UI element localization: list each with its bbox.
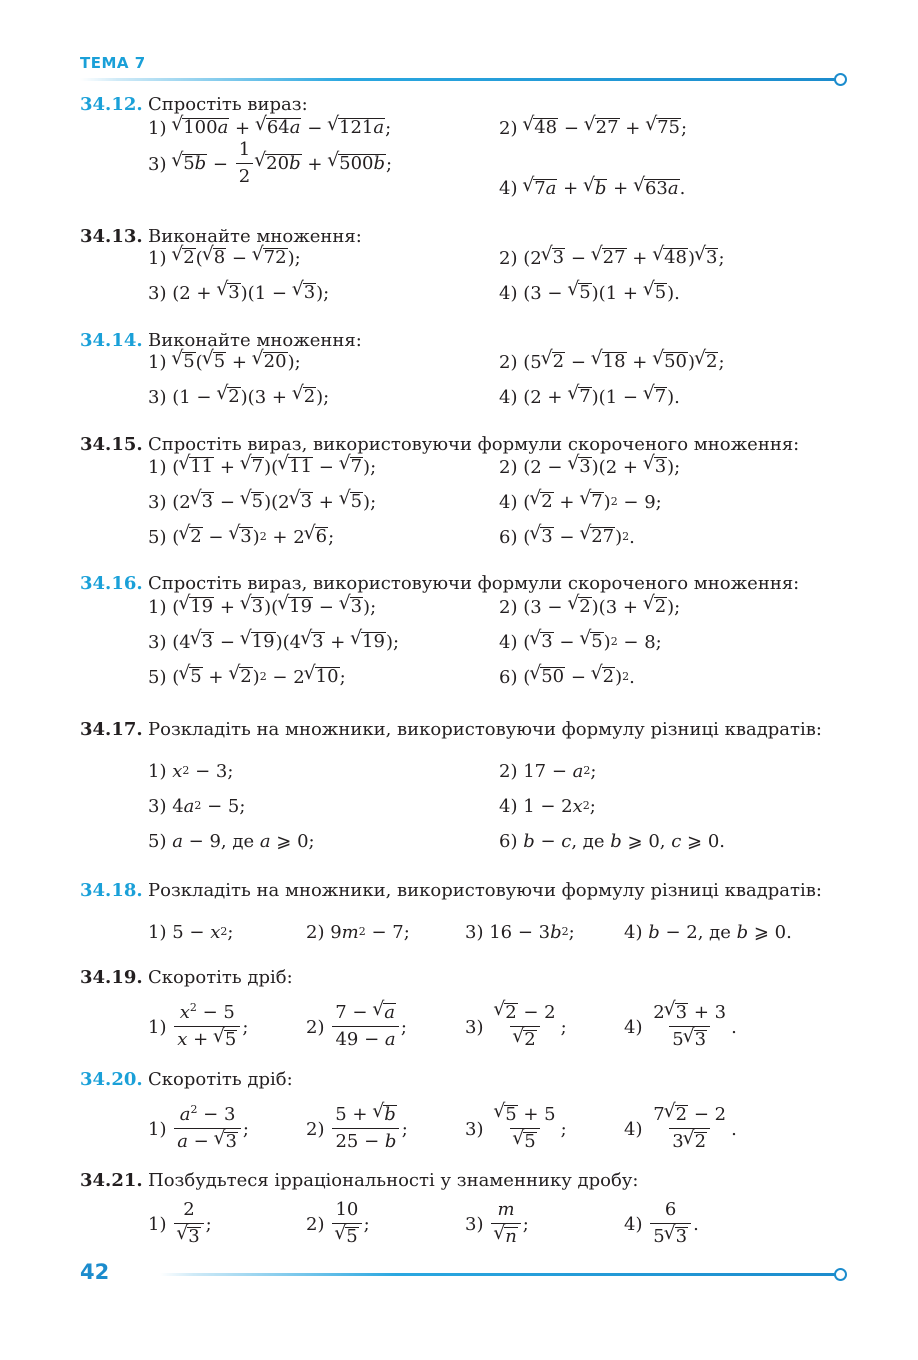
exercise-number: 34.19. bbox=[80, 967, 143, 988]
item: 3) (1 − √ 2 )(3 + √ 2 ); bbox=[148, 387, 329, 408]
exercise-number: 34.15. bbox=[80, 434, 143, 455]
item: 4) ( √ 2 + √ 7 ) 2 − 9; bbox=[499, 492, 662, 513]
item: 2) $\frac{5 + √ b}{25 - b}$ ; bbox=[306, 1105, 408, 1152]
item: 6) ( √ 3 − √ 27 ) 2 . bbox=[499, 527, 635, 548]
item: 5) ( √ 2 − √ 3 ) 2 + 2 √ 6 ; bbox=[148, 527, 334, 548]
exercise-number: 34.12. bbox=[80, 94, 143, 115]
exercise-34-20 bbox=[80, 1069, 845, 1152]
exercise-text: Виконайте множення: bbox=[148, 330, 362, 351]
item: 3) (2 + √ 3 )(1 − √ 3 ); bbox=[148, 283, 329, 304]
item: 3) 4 a 2 − 5; bbox=[148, 795, 246, 817]
exercise-text: Виконайте множення: bbox=[148, 226, 362, 247]
item: 1) √ 100a + √ 64a − √ 121a ; bbox=[148, 118, 391, 139]
item: 2) 10 √ 5 ; bbox=[306, 1200, 370, 1247]
item: 1) $\frac{x^2 - 5}{x + √ 5}$ ; bbox=[148, 1003, 248, 1050]
item: 3) (2 √ 3 − √ 5 )(2 √ 3 + √ 5 ); bbox=[148, 492, 376, 513]
item: 4) (2 + √ 7 )(1 − √ 7 ). bbox=[499, 387, 680, 408]
bottom-rule bbox=[160, 1273, 835, 1276]
item: 4) $\frac{7√ 2 - 2}{3√ 2}$ . bbox=[624, 1105, 737, 1152]
exercise-34-18 bbox=[80, 880, 845, 943]
exercise-number: 34.20. bbox=[80, 1069, 143, 1090]
exercise-text: Спростіть вираз, використовуючи формули скороченого множення: bbox=[148, 434, 800, 455]
item: 5) ( √ 5 + √ 2 ) 2 − 2 √ 10 ; bbox=[148, 667, 346, 688]
item: 4) √ 7a + √ b + √ 63a . bbox=[499, 178, 685, 199]
exercise-text: Спростіть вираз: bbox=[148, 94, 308, 115]
exercise-number: 34.13. bbox=[80, 226, 143, 247]
item: 2) (5 √ 2 − √ 18 + √ 50 ) √ 2 ; bbox=[499, 352, 725, 373]
item: 6) ( √ 50 − √ 2 ) 2 . bbox=[499, 667, 635, 688]
item: 3) √ 2 − 2 √ 2 ; bbox=[465, 1003, 567, 1050]
item: 4) (3 − √ 5 )(1 + √ 5 ). bbox=[499, 283, 680, 304]
exercise-34-17 bbox=[80, 719, 845, 852]
exercise-34-16 bbox=[80, 573, 845, 688]
exercise-34-13 bbox=[80, 226, 845, 304]
item: 2) (3 − √ 2 )(3 + √ 2 ); bbox=[499, 597, 680, 618]
item: 1) 2 √ 3 ; bbox=[148, 1200, 212, 1247]
exercise-34-14 bbox=[80, 330, 845, 408]
item: 1) ( √ 11 + √ 7 )( √ 11 − √ 7 ); bbox=[148, 457, 376, 478]
exercise-number: 34.16. bbox=[80, 573, 143, 594]
item: 4) b − 2, де b ⩾ 0. bbox=[624, 921, 792, 943]
exercise-number: 34.17. bbox=[80, 719, 143, 740]
item: 5) a − 9, де a ⩾ 0; bbox=[148, 830, 315, 852]
item: 1) $\frac{a^2 - 3}{a - √ 3}$ ; bbox=[148, 1105, 249, 1152]
item: 1) √ 5 ( √ 5 + √ 20 ); bbox=[148, 352, 301, 373]
exercise-34-21 bbox=[80, 1170, 845, 1247]
item: 4) 1 − 2 x 2 ; bbox=[499, 795, 596, 817]
item: 3) m √ n ; bbox=[465, 1200, 529, 1247]
exercise-number: 34.18. bbox=[80, 880, 143, 901]
top-rule bbox=[80, 78, 835, 81]
item: 1) ( √ 19 + √ 3 )( √ 19 − √ 3 ); bbox=[148, 597, 376, 618]
item: 1) √ 2 ( √ 8 − √ 72 ); bbox=[148, 248, 301, 269]
item: 3) (4 √ 3 − √ 19 )(4 √ 3 + √ 19 ); bbox=[148, 632, 399, 653]
bottom-rule-ring-icon bbox=[834, 1268, 847, 1281]
exercise-text: Розкладіть на множники, використовуючи формулу різниці квадратів: bbox=[148, 880, 822, 901]
item: 2) (2 √ 3 − √ 27 + √ 48 ) √ 3 ; bbox=[499, 248, 725, 269]
topic-header: ТЕМА 7 bbox=[80, 54, 146, 72]
item: 2) 9 m 2 − 7; bbox=[306, 921, 410, 943]
exercise-text: Скоротіть дріб: bbox=[148, 1069, 293, 1090]
exercise-34-15 bbox=[80, 434, 845, 548]
exercise-34-12 bbox=[80, 94, 845, 199]
item: 1) 5 − x 2 ; bbox=[148, 921, 234, 943]
item: 6) b − c , де b ⩾ 0, c ⩾ 0. bbox=[499, 830, 726, 852]
exercise-text: Позбудьтеся ірраціональності у знаменнику дробу: bbox=[148, 1170, 639, 1191]
exercise-number: 34.14. bbox=[80, 330, 143, 351]
item: 3) √ 5 + 5 √ 5 ; bbox=[465, 1105, 567, 1152]
item: 2) (2 − √ 3 )(2 + √ 3 ); bbox=[499, 457, 680, 478]
item: 2) 17 − a 2 ; bbox=[499, 760, 597, 782]
top-rule-ring-icon bbox=[834, 73, 847, 86]
page-number: 42 bbox=[80, 1260, 110, 1284]
item: 4) $\frac{6}{5√ 3}$ . bbox=[624, 1200, 699, 1247]
exercise-text: Розкладіть на множники, використовуючи формулу різниці квадратів: bbox=[148, 719, 822, 740]
item: 4) ( √ 3 − √ 5 ) 2 − 8; bbox=[499, 632, 662, 653]
item: 1) x 2 − 3; bbox=[148, 760, 234, 782]
item: 2) $\frac{7 - √ a}{49 - a}$ ; bbox=[306, 1003, 407, 1050]
item: 3) 16 − 3 b 2 ; bbox=[465, 921, 575, 943]
exercise-text: Скоротіть дріб: bbox=[148, 967, 293, 988]
item: 4) $\frac{2√ 3 + 3}{5√ 3}$ . bbox=[624, 1003, 737, 1050]
exercise-34-19 bbox=[80, 967, 845, 1050]
exercise-number: 34.21. bbox=[80, 1170, 143, 1191]
exercise-text: Спростіть вираз, використовуючи формули скороченого множення: bbox=[148, 573, 800, 594]
item: 3) √ 5b − $\frac{1}{2}$ √ 20b + √ 500b ; bbox=[148, 140, 392, 187]
item: 2) √ 48 − √ 27 + √ 75 ; bbox=[499, 118, 687, 139]
